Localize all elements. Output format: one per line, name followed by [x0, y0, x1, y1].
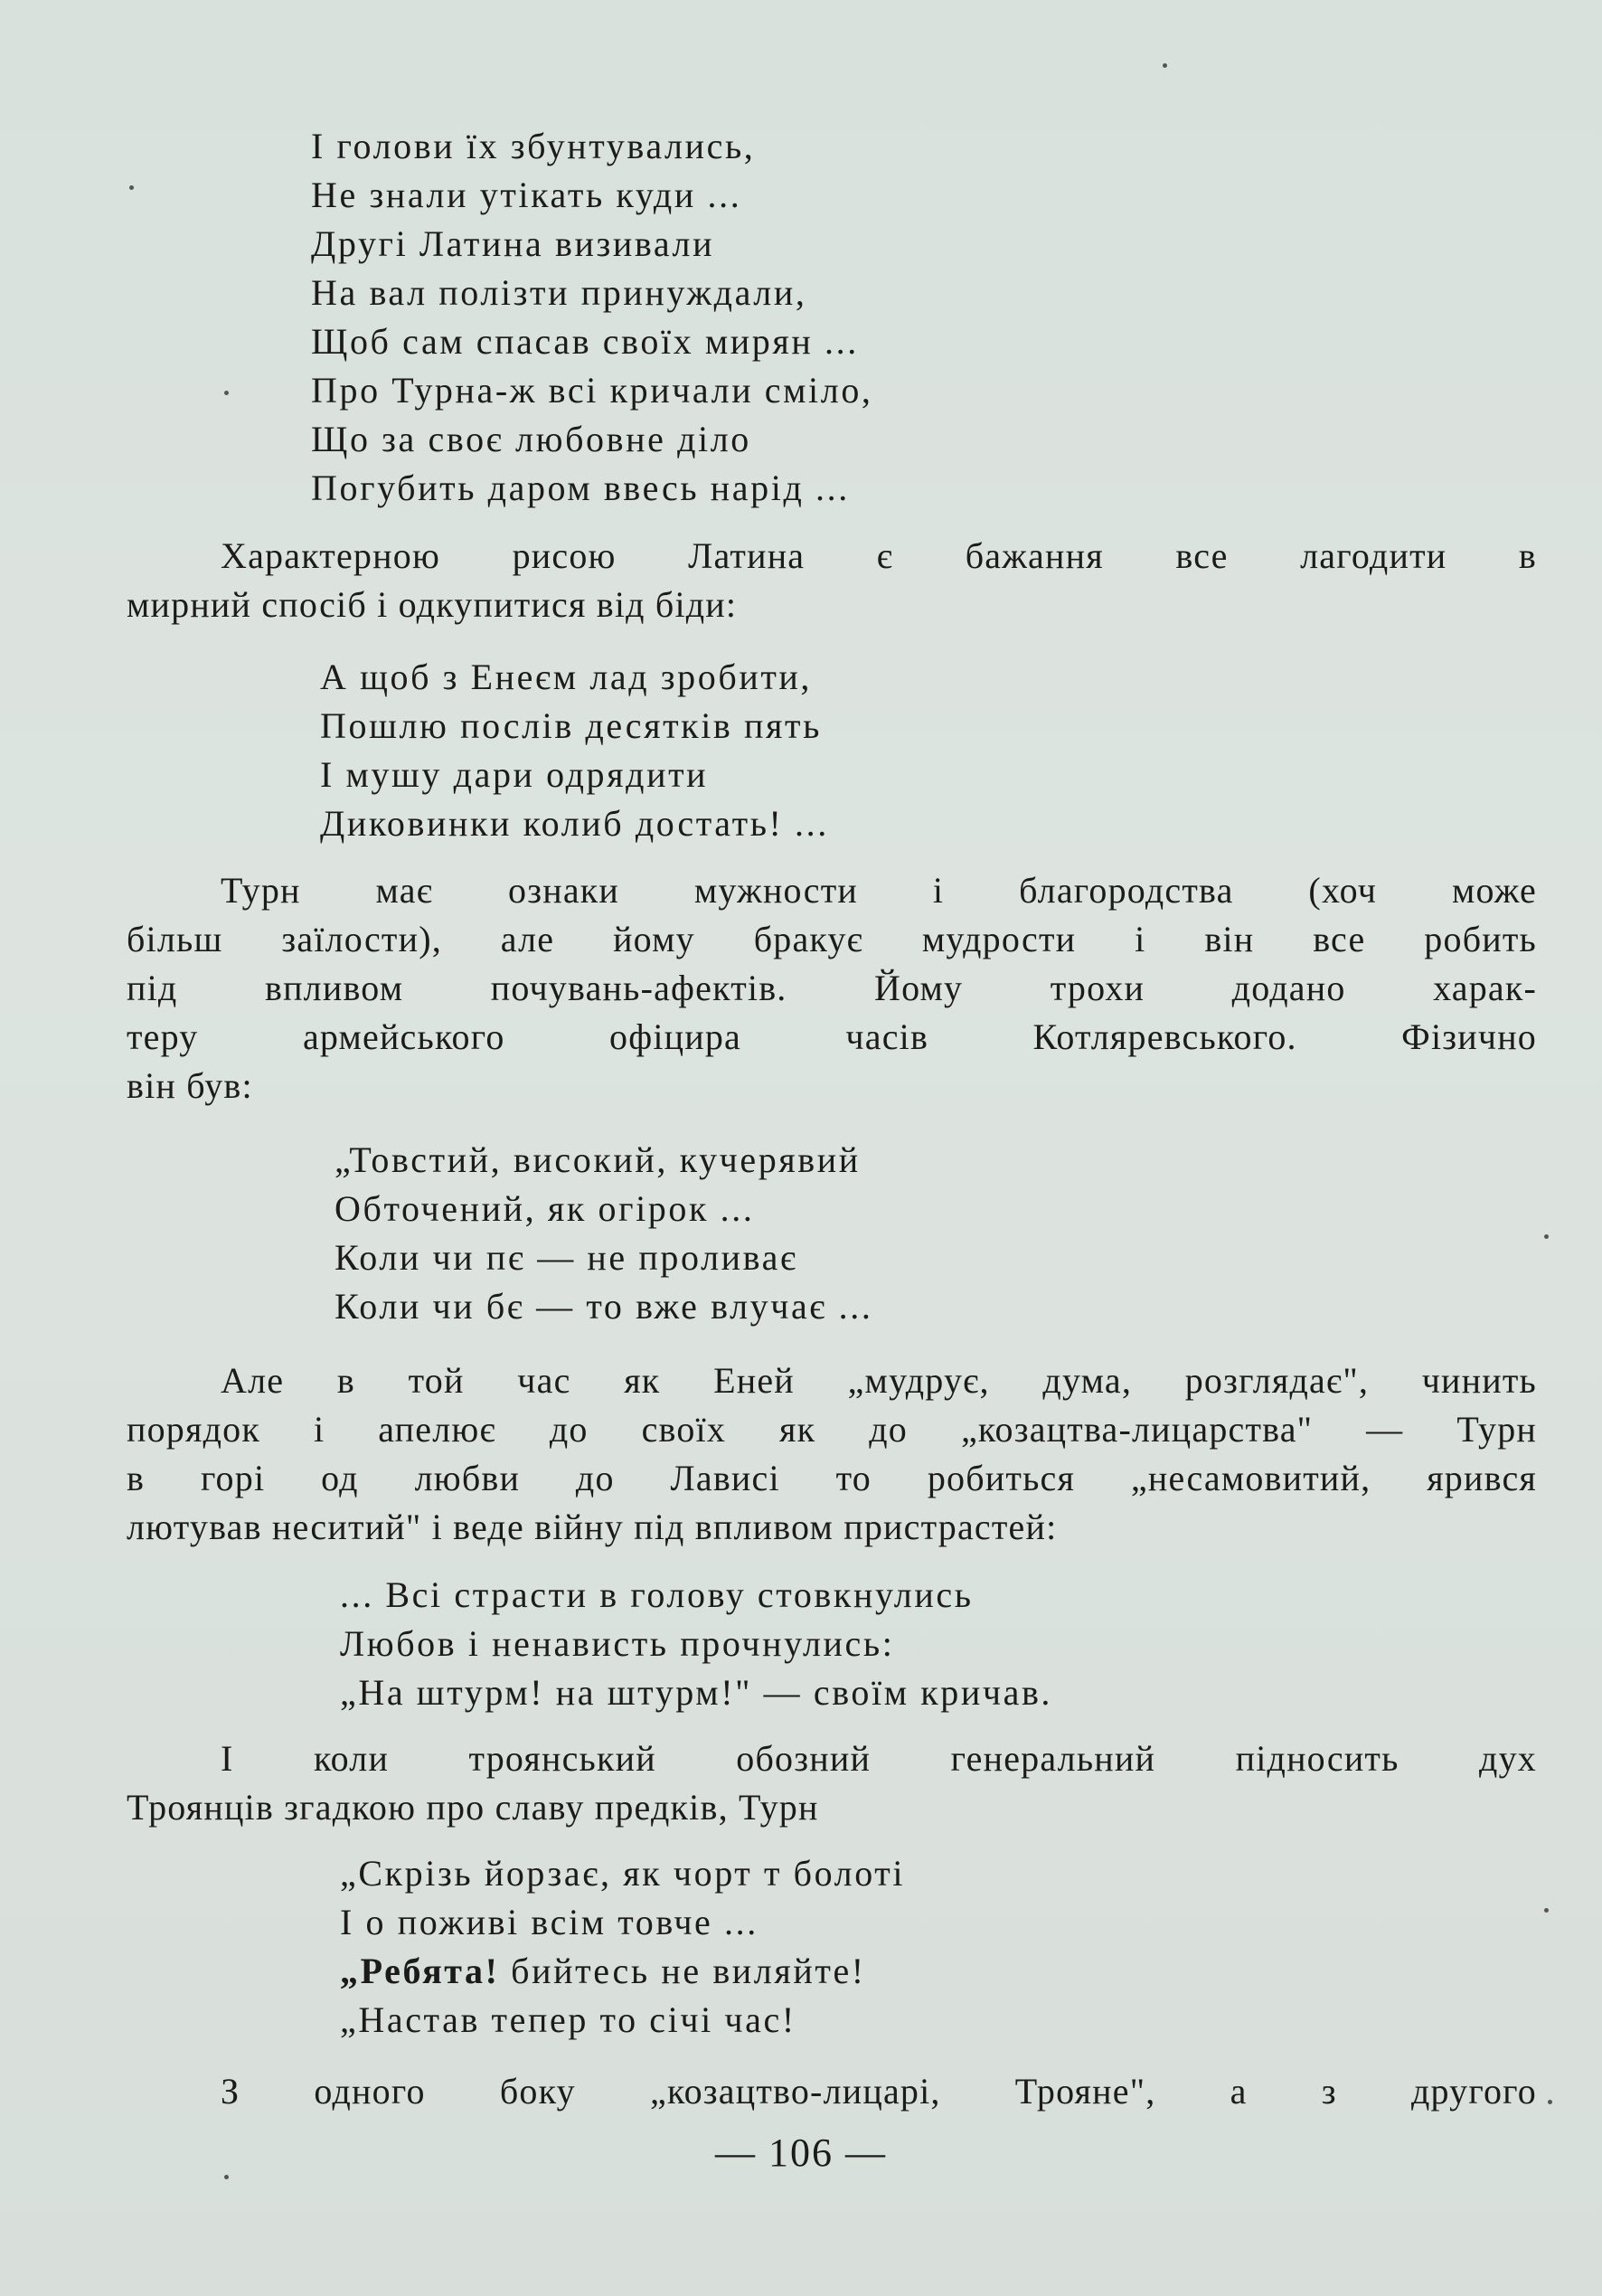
verse-line: Пошлю послів десятків пять — [320, 705, 822, 746]
verse-line: Не знали утікать куди ... — [311, 175, 742, 215]
verse-stanza-2 — [320, 653, 829, 848]
verse-line: Обточений, як огірок ... — [335, 1188, 755, 1229]
paragraph-line: більш заїлости), але йому бракує мудрости і він все робить — [127, 919, 1537, 959]
verse-stanza-5 — [340, 1849, 905, 2045]
verse-line: Коли чи пє — не проливає — [335, 1237, 798, 1278]
verse-stanza-1 — [311, 122, 873, 513]
paragraph-4 — [127, 1734, 1537, 1832]
paragraph-line: теру армейського офіцира часів Котляревського. Фізично — [127, 1016, 1537, 1057]
verse-line: „На штурм! на штурм!" — своїм кричав. — [340, 1672, 1053, 1713]
verse-line — [340, 1947, 905, 1996]
verse-line: І о поживі всім товче ... — [340, 1902, 759, 1942]
verse-line: Любов і ненависть прочнулись: — [340, 1623, 895, 1664]
print-speck — [1544, 1234, 1549, 1239]
print-speck — [1544, 1908, 1549, 1913]
verse-stanza-4 — [340, 1571, 1052, 1717]
paragraph-line: Троянців згадкою про славу предків, Турн — [127, 1787, 819, 1828]
paragraph-line: З одного боку „козацтво-лицарі, Трояне", а з другого — [221, 2071, 1537, 2112]
paragraph-line: він був: — [127, 1065, 253, 1106]
verse-stanza-3 — [335, 1136, 872, 1331]
paragraph-line: Характерною рисою Латина є бажання все лагодити в — [221, 535, 1537, 576]
verse-line: „Скрізь йорзає, як чорт т болоті — [340, 1853, 906, 1894]
verse-line: Другі Латина визивали — [311, 223, 715, 264]
verse-line: І голови їх збунтувались, — [311, 126, 756, 166]
paragraph-line: Але в той час як Еней „мудрує, дума, розглядає", чинить — [221, 1360, 1537, 1401]
print-speck — [224, 2175, 229, 2179]
verse-line: ... Всі страсти в голову стовкнулись — [340, 1574, 974, 1615]
paragraph-3 — [127, 1356, 1537, 1552]
paragraph-line: Турн має ознаки мужности і благородства (хоч може — [221, 870, 1537, 911]
verse-line: Що за своє любовне діло — [311, 419, 751, 459]
print-speck — [129, 185, 134, 190]
paragraph-5 — [127, 2067, 1537, 2116]
paragraph-1 — [127, 532, 1537, 629]
verse-line: А щоб з Енеєм лад зробити, — [320, 657, 813, 697]
verse-line: Погубить даром ввесь нарід ... — [311, 468, 850, 508]
print-speck — [1548, 2100, 1552, 2104]
paragraph-line: в горі од любви до Лависі то робиться „несамовитий, ярився — [127, 1458, 1537, 1498]
print-speck — [1163, 63, 1167, 68]
verse-line: „Настав тепер то січі час! — [340, 1999, 796, 2040]
verse-line: І мушу дари одрядити — [320, 754, 709, 795]
verse-line: Коли чи бє — то вже влучає ... — [335, 1286, 873, 1327]
verse-line: Про Турна-ж всі кричали сміло, — [311, 370, 873, 411]
paragraph-line: мирний спосіб і одкупитися від біди: — [127, 584, 738, 625]
paragraph-line: І коли троянський обозний генеральний підносить дух — [221, 1738, 1537, 1779]
verse-line: Диковинки колиб достать! ... — [320, 803, 829, 844]
print-speck — [224, 391, 229, 395]
paragraph-line: лютував неситий" і веде війну під впливом пристрастей: — [127, 1507, 1058, 1547]
paragraph-2 — [127, 866, 1537, 1110]
verse-line: Щоб сам спасав своїх мирян ... — [311, 321, 859, 362]
paragraph-line: під впливом почувань-афектів. Йому трохи додано харак- — [127, 968, 1537, 1008]
verse-line-rest: бийтесь не виляйте! — [499, 1951, 866, 1991]
verse-line: На вал полізти принуждали, — [311, 272, 807, 313]
bold-word: „Ребята! — [340, 1951, 500, 1991]
page-number: — 106 — — [715, 2131, 887, 2175]
verse-line: „Товстий, високий, кучерявий — [335, 1139, 861, 1180]
paragraph-line: порядок і апелює до своїх як до „козацтва-лицарства" — Турн — [127, 1409, 1537, 1450]
